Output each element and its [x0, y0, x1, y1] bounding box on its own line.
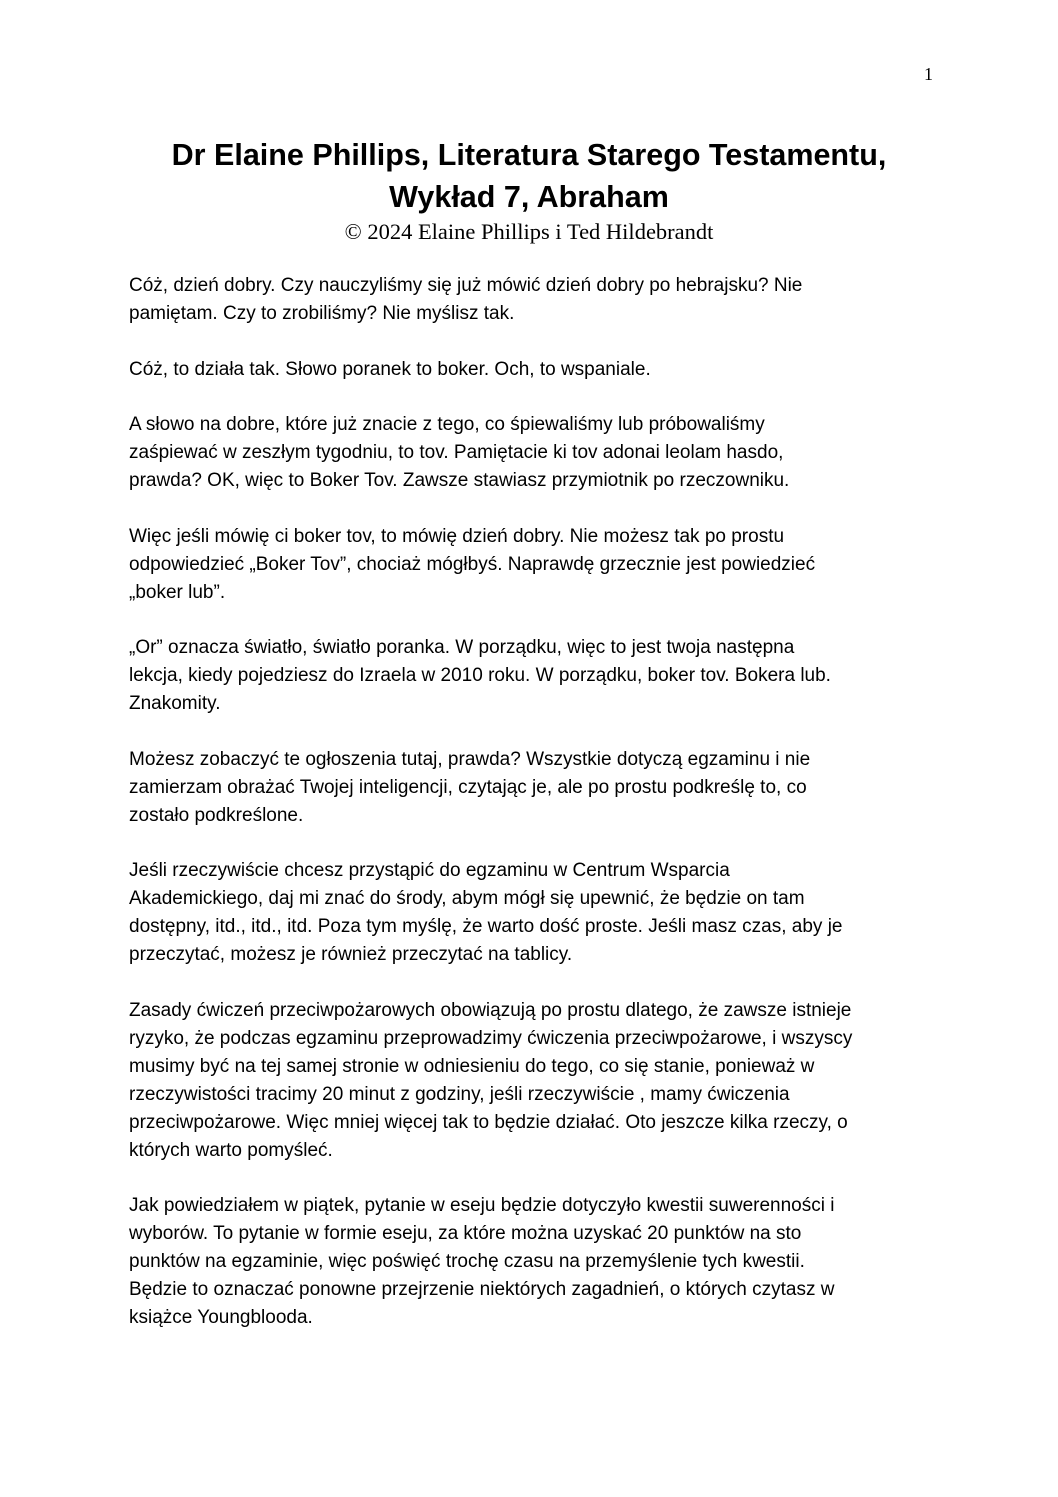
paragraph-line: zaśpiewać w zeszłym tygodniu, to tov. Pamiętacie ki tov adonai leolam hasdo,	[129, 442, 784, 463]
copyright-line: © 2024 Elaine Phillips i Ted Hildebrandt	[344, 219, 714, 244]
paragraph-line: Cóż, to działa tak. Słowo poranek to boker. Och, to wspaniale.	[129, 358, 651, 380]
paragraph	[129, 997, 929, 1165]
paragraph-line: przeczytać, możesz je również przeczytać na tablicy.	[129, 944, 573, 965]
paragraph-line: których warto pomyśleć.	[129, 1139, 333, 1161]
paragraph	[129, 411, 929, 495]
paragraph	[129, 523, 929, 607]
paragraph-line: zostało podkreślone.	[129, 804, 304, 826]
paragraph-line: rzeczywistości tracimy 20 minut z godziny, jeśli rzeczywiście , mamy ćwiczenia	[129, 1083, 790, 1105]
title-block	[100, 134, 958, 246]
document-title-line-2: Wykład 7, Abraham	[389, 180, 669, 214]
paragraph-line: książce Youngblooda.	[129, 1307, 313, 1328]
paragraph	[129, 857, 929, 969]
paragraph-line: Więc jeśli mówię ci boker tov, to mówię dzień dobry. Nie możesz tak po prostu	[129, 525, 785, 547]
paragraph	[129, 272, 929, 328]
paragraph-line: Jeśli rzeczywiście chcesz przystąpić do egzaminu w Centrum Wsparcia	[129, 860, 730, 881]
paragraph-line: pamiętam. Czy to zrobiliśmy? Nie myślisz tak.	[129, 303, 515, 324]
paragraph-line: przeciwpożarowe. Więc mniej więcej tak to będzie działać. Oto jeszcze kilka rzeczy, o	[129, 1111, 848, 1133]
paragraph-line: Jak powiedziałem w piątek, pytanie w eseju będzie dotyczyło kwestii suwerenności i	[129, 1195, 835, 1216]
paragraph-line: wyborów. To pytanie w formie eseju, za które można uzyskać 20 punktów na sto	[129, 1223, 802, 1244]
paragraph-line: ryzyko, że podczas egzaminu przeprowadzimy ćwiczenia przeciwpożarowe, i wszyscy	[129, 1027, 853, 1049]
page-number: 1	[924, 64, 933, 84]
paragraph-line: Akademickiego, daj mi znać do środy, abym mógł się upewnić, że będzie on tam	[129, 888, 805, 909]
paragraph-line: Możesz zobaczyć te ogłoszenia tutaj, prawda? Wszystkie dotyczą egzaminu i nie	[129, 748, 811, 770]
paragraph	[129, 634, 929, 718]
paragraph-line: Będzie to oznaczać ponowne przejrzenie niektórych zagadnień, o których czytasz w	[129, 1279, 835, 1300]
body-text	[129, 272, 929, 1360]
document-title-line-1: Dr Elaine Phillips, Literatura Starego Testamentu,	[171, 138, 887, 172]
paragraph-line: dostępny, itd., itd., itd. Poza tym myślę, że warto dość proste. Jeśli masz czas, aby je	[129, 916, 843, 937]
paragraph-line: Zasady ćwiczeń przeciwpożarowych obowiązują po prostu dlatego, że zawsze istnieje	[129, 999, 852, 1021]
paragraph-line: punktów na egzaminie, więc poświęć trochę czasu na przemyślenie tych kwestii.	[129, 1251, 805, 1272]
paragraph	[129, 356, 929, 384]
paragraph-line: Cóż, dzień dobry. Czy nauczyliśmy się już mówić dzień dobry po hebrajsku? Nie	[129, 275, 803, 296]
paragraph-line: Znakomity.	[129, 693, 221, 714]
paragraph-line: A słowo na dobre, które już znacie z tego, co śpiewaliśmy lub próbowaliśmy	[129, 414, 765, 435]
paragraph-line: lekcja, kiedy pojedziesz do Izraela w 2010 roku. W porządku, boker tov. Bokera lub.	[129, 665, 831, 686]
paragraph-line: musimy być na tej samej stronie w odniesieniu do tego, co się stanie, ponieważ w	[129, 1055, 815, 1077]
paragraph-line: odpowiedzieć „Boker Tov”, chociaż mógłbyś. Naprawdę grzecznie jest powiedzieć	[129, 553, 816, 575]
paragraph	[129, 746, 929, 830]
paragraph-line: zamierzam obrażać Twojej inteligencji, czytając je, ale po prostu podkreślę to, co	[129, 776, 807, 798]
paragraph	[129, 1192, 929, 1332]
paragraph-line: prawda? OK, więc to Boker Tov. Zawsze stawiasz przymiotnik po rzeczowniku.	[129, 470, 790, 491]
paragraph-line: „Or” oznacza światło, światło poranka. W porządku, więc to jest twoja następna	[129, 637, 795, 658]
paragraph-line: „boker lub”.	[129, 581, 226, 603]
